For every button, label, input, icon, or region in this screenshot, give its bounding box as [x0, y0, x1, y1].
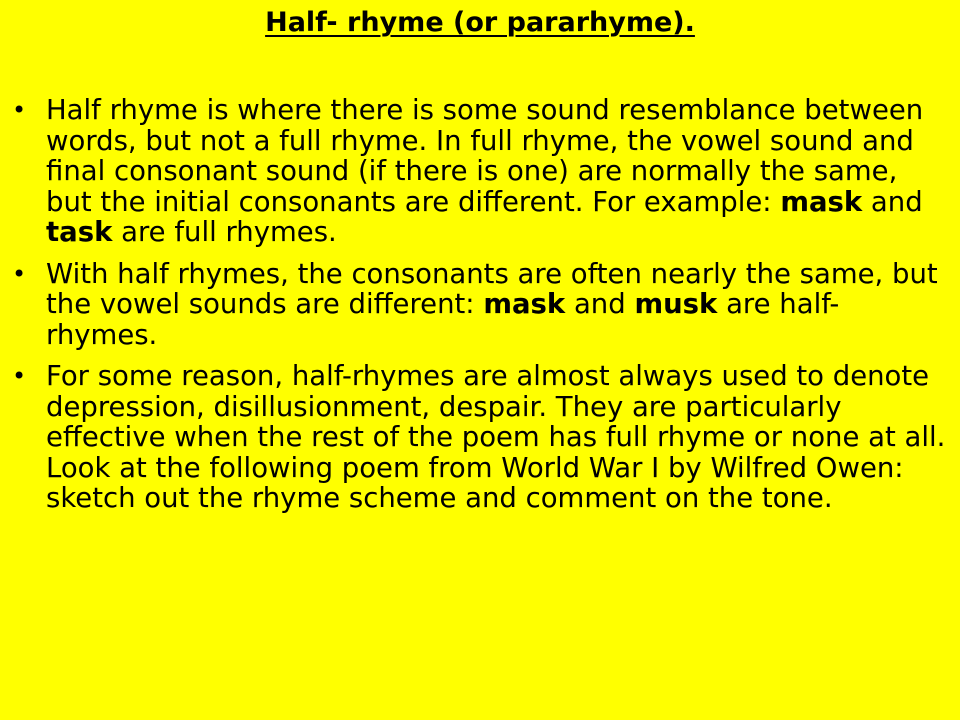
- bullet-text: With half rhymes, the consonants are often nearly the same, but the vowel sounds are different:: [46, 257, 938, 320]
- bullet-dot-icon: •: [12, 259, 27, 288]
- bullet-dot-icon: •: [12, 96, 27, 124]
- bullet-list: [0, 95, 960, 525]
- example-word-mask: mask: [780, 185, 863, 218]
- example-word-task: task: [46, 216, 113, 248]
- bullet-item-definition: [0, 95, 960, 248]
- example-word-musk: musk: [634, 288, 718, 320]
- bullet-item-usage: [0, 361, 960, 514]
- bullet-text: Half rhyme is where there is some sound resemblance between words, but not a full rhyme. In full rhyme, the vowel sound and final consonant sound (if there is one) are normally the same, but the initial consonants are different. For example:: [46, 94, 924, 218]
- example-word-mask: mask: [483, 288, 566, 320]
- slide-title: Half- rhyme (or pararhyme).: [265, 7, 695, 38]
- bullet-text: and: [862, 185, 923, 218]
- bullet-text: and: [565, 288, 635, 320]
- bullet-text: For some reason, half-rhymes are almost always used to denote depression, disillusionment, despair. They are particularly effective when the rest of the poem has full rhyme or none at all. Look at the following poem from World War I by Wilfred Owen: sketch out the rhyme scheme and comment on the tone.: [46, 360, 946, 514]
- bullet-text: are half-rhymes.: [46, 288, 840, 351]
- bullet-item-half-rhymes: [0, 259, 960, 351]
- bullet-dot-icon: •: [12, 362, 27, 390]
- bullet-text: are full rhymes.: [112, 216, 337, 248]
